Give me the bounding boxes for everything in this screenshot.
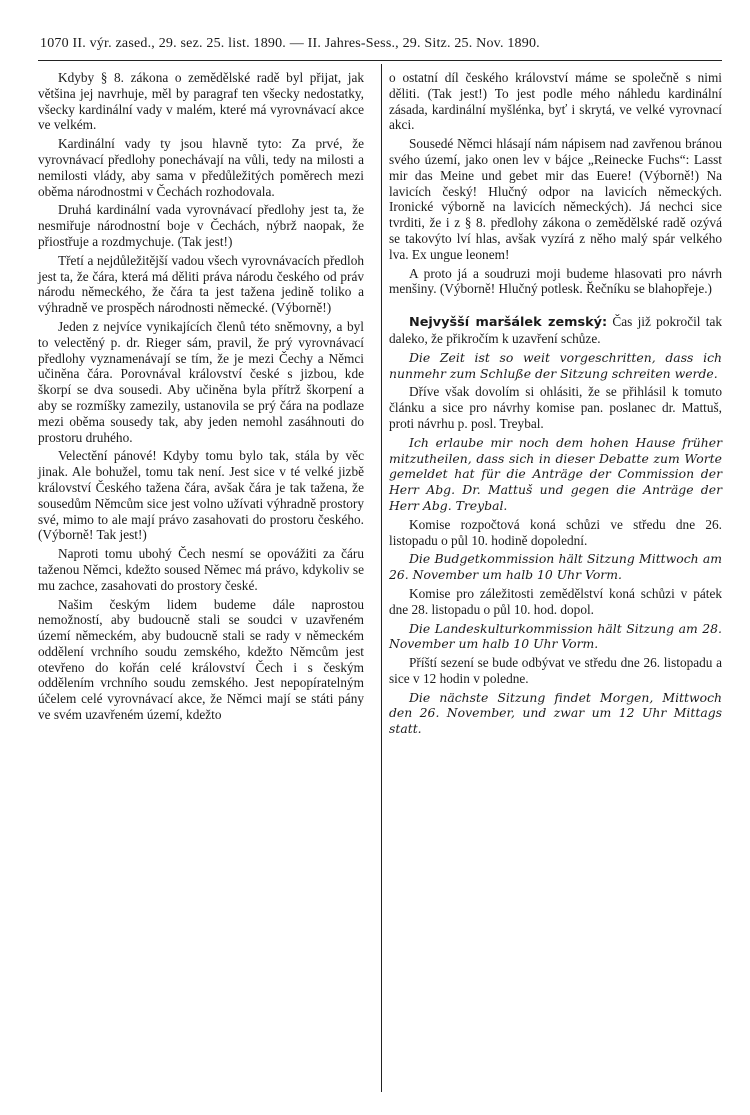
paragraph: Kardinální vady ty jsou hlavně tyto: Za prvé, že vyrovnávací předlohy ponechávají na vůli, tedy na milosti a nemilosti vlády, aby sama v předůležitých poměrech mezi oběma národnostmi v Čechách rozhodovala.	[38, 136, 364, 199]
paragraph: Komise pro záležitosti zemědělství koná schůzi v pátek dne 28. listopadu o půl 10. hod. dopol.	[389, 585, 722, 617]
paragraph: Jeden z nejvíce vynikajících členů této sněmovny, a byl to velectěný p. dr. Rieger sám, pravil, že prý vyrovnávací předlohy vyznamenávají se tím, že je mezi Čechy a Němci učiněna čára. Porovnával království české s jizbou, kde škorpí se dva sousedi. Aby učiněna byla přítrž škorpení a aby se rozmíšky zamezily, ustanovila se prý čára na podlaze mezi oběma sousedy tak, aby jeden nemohl zasáhnouti do prostoru druhého.	[38, 318, 364, 445]
column-divider	[381, 64, 382, 1092]
speaker-paragraph	[389, 314, 722, 347]
paragraph-german: Ich erlaube mir noch dem hohen Hause früher mitzutheilen, dass sich in dieser Debatte zum Worte gemeldet hat für die Anträge der Commission der Herr Abg. Dr. Mattuš und gegen die Anträge der Herr Abg. Treybal.	[389, 434, 722, 513]
paragraph: Třetí a nejdůležitější vadou všech vyrovnávacích předloh jest ta, že čára, která má děliti práva národu českého od práv národu německého, že čára ta jest tažena jedině toliko a výhradně ve prospěch národnosti německé. (Výborně!)	[38, 252, 364, 316]
spacer	[389, 300, 722, 314]
paragraph: Našim českým lidem budeme dále naprostou nemožností, aby budoucně stali se soudci v uzavřeném území německém, aby budoucně stali se rady v německém oddělení vrchního soudu zemského, kdežto Němcům jest otevřeno do kořán celé království Čech i s českým oddělením vrchního soudu zemského. Jest nepopíratelným účelem celé vyrovnávací akce, že Němci mají se státi pány ve svém uzavřeném území, kdežto	[38, 596, 364, 723]
speaker-name: Nejvyšší maršálek zemský:	[409, 315, 608, 331]
header-divider	[38, 60, 722, 61]
paragraph: Kdyby § 8. zákona o zemědělské radě byl přijat, jak většina jej navrhuje, měl by paragraf ten všecky nedostatky, všecky kardinální vady v malém, které má vyrovnávací akce ve velkém.	[38, 70, 364, 133]
paragraph: Dříve však dovolím si ohlásiti, že se přihlásil k tomuto článku a sice pro návrhy komise pan. poslanec dr. Mattuš, proti návrhu p. posl. Treybal.	[389, 384, 722, 431]
paragraph: Sousedé Němci hlásají nám nápisem nad zavřenou bránou svého území, jako onen lev v bájce „Reinecke Fuchs“: Lasst mir das Meine und gebet mir das Euere! (Výborně!) Na lavicích český! Hlučný odpor na lavicích německých. Ironické výborně na lavicích německých). Já nechci sice tvrditi, že i z § 8. předlohy zákona o zemědělské radě ozývá se takovýto lví hlas, avšak vyzírá z něho malý spár velkého lva. Ex ungue leonem!	[389, 136, 722, 262]
paragraph-german: Die Zeit ist so weit vorgeschritten, dass ich nunmehr zum Schluße der Sitzung schreiten werde.	[389, 349, 722, 381]
paragraph: o ostatní díl českého království máme se společně s nimi děliti. (Tak jest!) To jest podle mého náhledu kardinální zásada, kardinální myšlénka, byť i skrytá, ve velké vyrovnací akci.	[389, 70, 722, 133]
right-column	[389, 70, 722, 740]
paragraph-german: Die Landeskulturkommission hält Sitzung am 28. November um halb 10 Uhr Vorm.	[389, 620, 722, 652]
paragraph-german: Die nächste Sitzung findet Morgen, Mittwoch den 26. November, und zwar um 12 Uhr Mittags statt.	[389, 689, 722, 737]
paragraph: A proto já a soudruzi moji budeme hlasovati pro návrh menšiny. (Výborně! Hlučný potlesk. Řečníku se blahopřeje.)	[389, 265, 722, 297]
page-header: 1070 II. výr. zased., 29. sez. 25. list. 1890. — II. Jahres-Sess., 29. Sitz. 25. Nov. 1890.	[40, 36, 540, 51]
paragraph: Druhá kardinální vada vyrovnávací předlohy jest ta, že nesmiřuje národnostní boje v Čechách, nýbrž naopak, že přiostřuje a rozdmychuje. (Tak jest!)	[38, 202, 364, 249]
paragraph: Komise rozpočtová koná schůzi ve středu dne 26. listopadu o půl 10. hodině dopolední.	[389, 516, 722, 548]
paragraph: Příští sezení se bude odbývat ve středu dne 26. listopadu a sice v 12 hodin v poledne.	[389, 655, 722, 686]
paragraph-german: Die Budgetkommission hält Sitzung Mittwoch am 26. November um halb 10 Uhr Vorm.	[389, 551, 722, 583]
paragraph: Naproti tomu ubohý Čech nesmí se opovážiti za čáru taženou Němci, kdežto soused Němec má právo, kdykoliv se mu zachce, zasahovati do prostory české.	[38, 546, 364, 593]
left-column	[38, 70, 364, 726]
paragraph: Velectění pánové! Kdyby tomu bylo tak, stála by věc jinak. Ale bohužel, tomu tak není. Jest sice v té velké jizbě království Českého tažena čára, avšak čára je tak tažena, že sousedům Němcům sice jest volno užívati výhradně prostory své, mimo to ale mají právo zasahovati do prostoru českého. (Výborně! Tak jest!)	[38, 448, 364, 543]
speaker-text: Čas již pokročil tak daleko, že přikročím k uzavření schůze.	[389, 314, 723, 346]
